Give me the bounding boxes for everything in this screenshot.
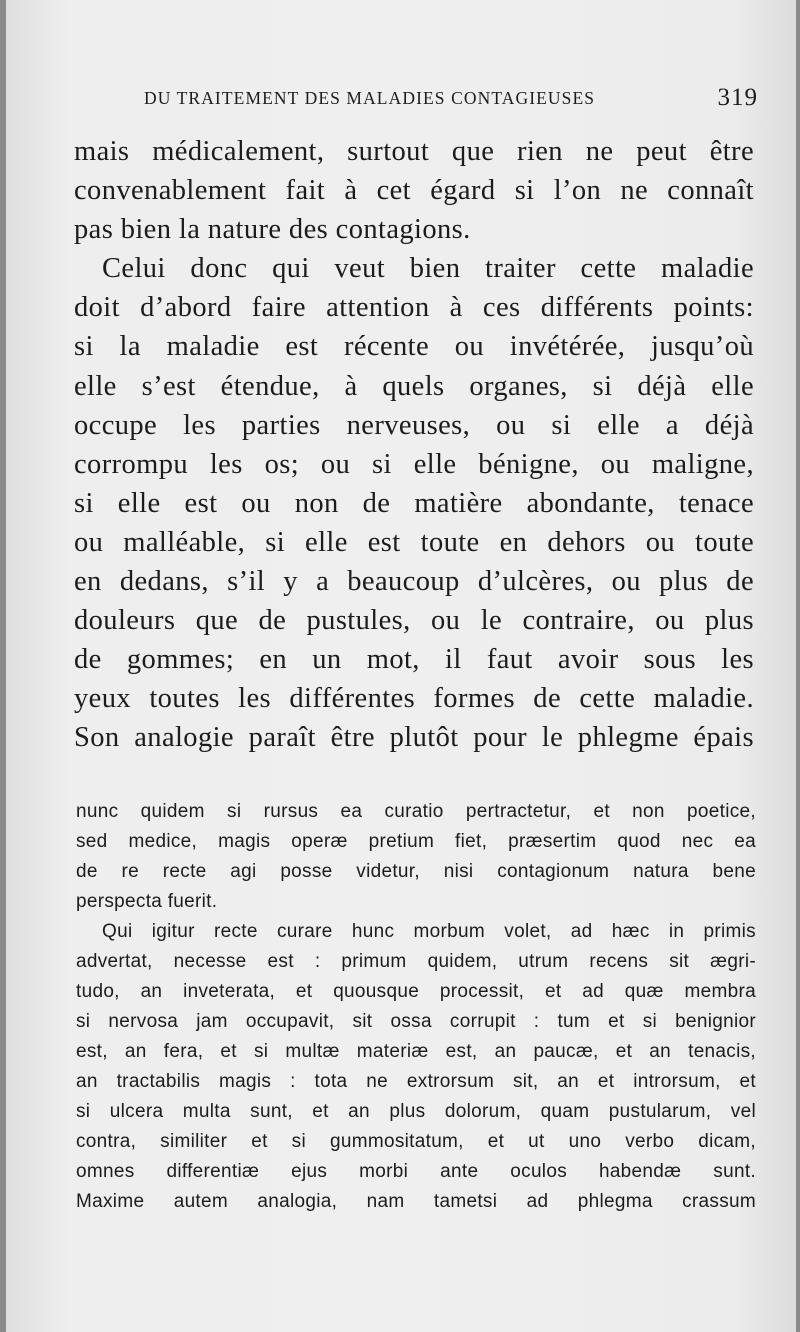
- book-page: [6, 0, 796, 1332]
- running-head: [144, 84, 764, 114]
- latin-line: est, an fera, et si multæ materiæ est, an paucæ, et an tenacis,: [76, 1041, 756, 1062]
- running-title: DU TRAITEMENT DES MALADIES CONTAGIEUSES: [144, 88, 596, 108]
- latin-line: omnes differentiæ ejus morbi ante oculos habendæ sunt.: [76, 1161, 756, 1182]
- french-line: occupe les parties nerveuses, ou si elle a déjà: [74, 409, 754, 441]
- french-line: yeux toutes les différentes formes de cette maladie.: [74, 683, 754, 715]
- latin-line: advertat, necesse est : primum quidem, utrum recens sit ægri-: [76, 951, 756, 972]
- page-number: 319: [717, 84, 758, 111]
- french-line: ou malléable, si elle est toute en dehors ou toute: [74, 526, 754, 558]
- french-line: Son analogie paraît être plutôt pour le phlegme épais: [74, 722, 754, 754]
- latin-line: si nervosa jam occupavit, sit ossa corrupit : tum et si benignior: [76, 1011, 756, 1032]
- french-translation: [74, 132, 754, 758]
- latin-line: de re recte agi posse videtur, nisi contagionum natura bene: [76, 861, 756, 882]
- french-line: Celui donc qui veut bien traiter cette maladie: [102, 253, 754, 285]
- latin-line: si ulcera multa sunt, et an plus dolorum, quam pustularum, vel: [76, 1101, 756, 1122]
- french-line: de gommes; en un mot, il faut avoir sous les: [74, 644, 754, 676]
- french-line: convenablement fait à cet égard si l’on ne connaît: [74, 175, 754, 207]
- latin-line: sed medice, magis operæ pretium fiet, præsertim quod nec ea: [76, 831, 756, 852]
- french-line: si elle est ou non de matière abondante, tenace: [74, 487, 754, 519]
- latin-original: [76, 797, 756, 1217]
- latin-line: perspecta fuerit.: [76, 891, 218, 912]
- latin-line: an tractabilis magis : tota ne extrorsum sit, an et introrsum, et: [76, 1071, 756, 1092]
- french-line: elle s’est étendue, à quels organes, si déjà elle: [74, 370, 754, 402]
- french-line: corrompu les os; ou si elle bénigne, ou maligne,: [74, 448, 754, 480]
- latin-line: tudo, an inveterata, et quousque processit, et ad quæ membra: [76, 981, 756, 1002]
- french-line: pas bien la nature des contagions.: [74, 214, 471, 246]
- french-line: doit d’abord faire attention à ces différents points:: [74, 292, 754, 324]
- latin-line: contra, similiter et si gummositatum, et ut uno verbo dicam,: [76, 1131, 756, 1152]
- latin-line: Qui igitur recte curare hunc morbum volet, ad hæc in primis: [102, 921, 756, 942]
- french-line: si la maladie est récente ou invétérée, jusqu’où: [74, 331, 754, 363]
- latin-line: Maxime autem analogia, nam tametsi ad phlegma crassum: [76, 1191, 756, 1212]
- latin-line: nunc quidem si rursus ea curatio pertractetur, et non poetice,: [76, 801, 756, 822]
- french-line: douleurs que de pustules, ou le contraire, ou plus: [74, 605, 754, 637]
- french-line: mais médicalement, surtout que rien ne peut être: [74, 136, 754, 167]
- french-line: en dedans, s’il y a beaucoup d’ulcères, ou plus de: [74, 566, 754, 598]
